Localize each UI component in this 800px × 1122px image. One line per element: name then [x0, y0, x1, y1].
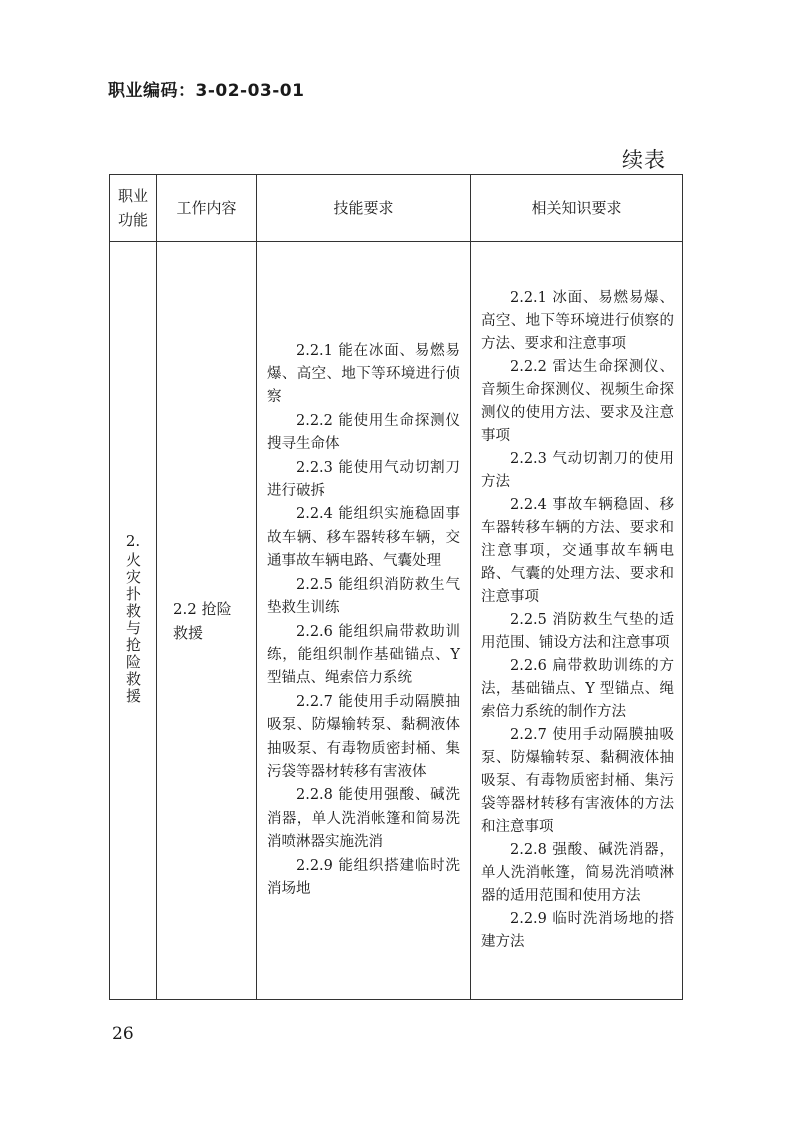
skill-item: 2.2.9 能组织搭建临时洗消场地 [267, 857, 460, 897]
skill-item: 2.2.2 能使用生命探测仪搜寻生命体 [267, 412, 460, 453]
function-number: 2. [125, 532, 141, 550]
function-name: 火灾扑救与抢险救援 [124, 552, 142, 705]
table-header-row [110, 175, 683, 242]
knowledge-item: 2.2.5 消防救生气垫的适用范围、铺设方法和注意事项 [481, 612, 674, 651]
table-row [110, 242, 683, 1000]
skill-item: 2.2.5 能组织消防救生气垫救生训练 [267, 576, 460, 617]
header-work-content: 工作内容 [157, 175, 257, 242]
occupation-code: 职业编码：3-02-03-01 [108, 81, 305, 101]
knowledge-item: 2.2.2 雷达生命探测仪、音频生命探测仪、视频生命探测仪的使用方法、要求及注意事项 [481, 359, 674, 444]
function-cell [110, 242, 157, 1000]
skill-item: 2.2.6 能组织扁带救助训练，能组织制作基础锚点、Y 型锚点、绳索倍力系统 [267, 623, 460, 687]
work-content-text: 2.2 抢险救援 [173, 599, 232, 642]
work-content-cell [157, 242, 257, 1000]
skill-item: 2.2.7 能使用手动隔膜抽吸泵、防爆输转泵、黏稠液体抽吸泵、有毒物质密封桶、集污袋等器材转移有害液体 [267, 693, 460, 780]
knowledge-item: 2.2.8 强酸、碱洗消器，单人洗消帐篷，简易洗消喷淋器的适用范围和使用方法 [481, 842, 674, 904]
knowledge-item: 2.2.1 冰面、易燃易爆、高空、地下等环境进行侦察的方法、要求和注意事项 [481, 290, 674, 352]
skills-cell [257, 242, 471, 1000]
header-function: 职业 功能 [110, 175, 157, 242]
knowledge-item: 2.2.3 气动切割刀的使用方法 [481, 451, 674, 490]
knowledge-item: 2.2.7 使用手动隔膜抽吸泵、防爆输转泵、黏稠液体抽吸泵、有毒物质密封桶、集污袋等器材转移有害液体的方法和注意事项 [481, 727, 674, 835]
knowledge-item: 2.2.6 扁带救助训练的方法，基础锚点、Y 型锚点、绳索倍力系统的制作方法 [481, 658, 674, 720]
skill-item: 2.2.1 能在冰面、易燃易爆、高空、地下等环境进行侦察 [267, 342, 460, 406]
knowledge-cell [471, 242, 683, 1000]
header-skills: 技能要求 [257, 175, 471, 242]
knowledge-item: 2.2.4 事故车辆稳固、移车器转移车辆的方法、要求和注意事项，交通事故车辆电路、气囊的处理方法、要求和注意事项 [481, 497, 674, 605]
knowledge-item: 2.2.9 临时洗消场地的搭建方法 [481, 911, 674, 950]
skill-item: 2.2.3 能使用气动切割刀进行破拆 [267, 459, 460, 500]
skill-item: 2.2.8 能使用强酸、碱洗消器，单人洗消帐篷和简易洗消喷淋器实施洗消 [267, 787, 460, 851]
continued-label: 续表 [622, 148, 666, 172]
page-number: 26 [112, 1024, 134, 1044]
header-knowledge: 相关知识要求 [471, 175, 683, 242]
skill-item: 2.2.4 能组织实施稳固事故车辆、移车器转移车辆，交通事故车辆电路、气囊处理 [267, 506, 460, 570]
skill-table [109, 174, 683, 1000]
